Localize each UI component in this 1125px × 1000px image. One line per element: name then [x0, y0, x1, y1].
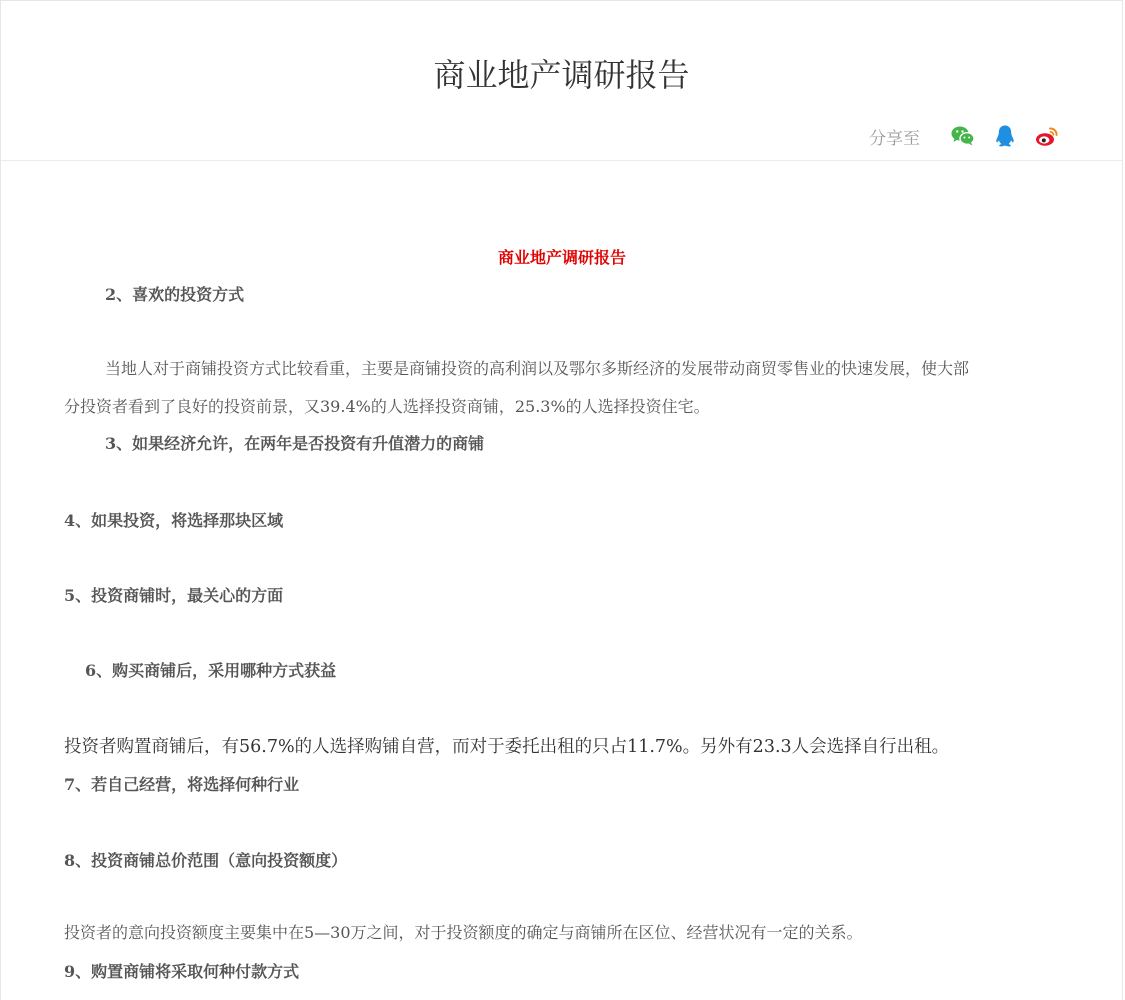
weibo-icon[interactable]: [1034, 123, 1060, 149]
section-8-paragraph: 投资者的意向投资额度主要集中在5—30万之间，对于投资额度的确定与商铺所在区位、经营状况有一定的关系。: [64, 923, 863, 942]
section-7-heading: 7、若自己经营，将选择何种行业: [64, 775, 300, 794]
qq-icon[interactable]: [992, 123, 1018, 149]
page-title: 商业地产调研报告: [433, 56, 690, 94]
section-8-heading: 8、投资商铺总价范围（意向投资额度）: [64, 851, 348, 870]
section-9-heading: 9、购置商铺将采取何种付款方式: [64, 962, 300, 981]
section-4-heading: 4、如果投资，将选择那块区域: [64, 511, 284, 530]
share-bar: [869, 123, 1060, 149]
section-3-heading: 3、如果经济允许，在两年是否投资有升值潜力的商铺: [105, 434, 485, 453]
section-6-paragraph: 投资者购置商铺后，有56.7%的人选择购铺自营，而对于委托出租的只占11.7%。另外有23.3人会选择自行出租。: [64, 737, 950, 757]
section-2-paragraph-line-2: 分投资者看到了良好的投资前景，又39.4%的人选择投资商铺，25.3%的人选择投资住宅。: [64, 397, 710, 416]
section-5-heading: 5、投资商铺时，最关心的方面: [64, 586, 284, 605]
article-header: [1, 1, 1122, 161]
section-2-heading: 2、喜欢的投资方式: [105, 285, 245, 304]
section-2-paragraph-line-1: 当地人对于商铺投资方式比较看重，主要是商铺投资的高利润以及鄂尔多斯经济的发展带动商贸零售业的快速发展，使大部: [105, 359, 970, 378]
wechat-icon[interactable]: [950, 123, 976, 149]
section-6-heading: 6、购买商铺后，采用哪种方式获益: [85, 661, 337, 680]
share-label: 分享至: [869, 128, 920, 149]
article-title: 商业地产调研报告: [497, 248, 626, 267]
